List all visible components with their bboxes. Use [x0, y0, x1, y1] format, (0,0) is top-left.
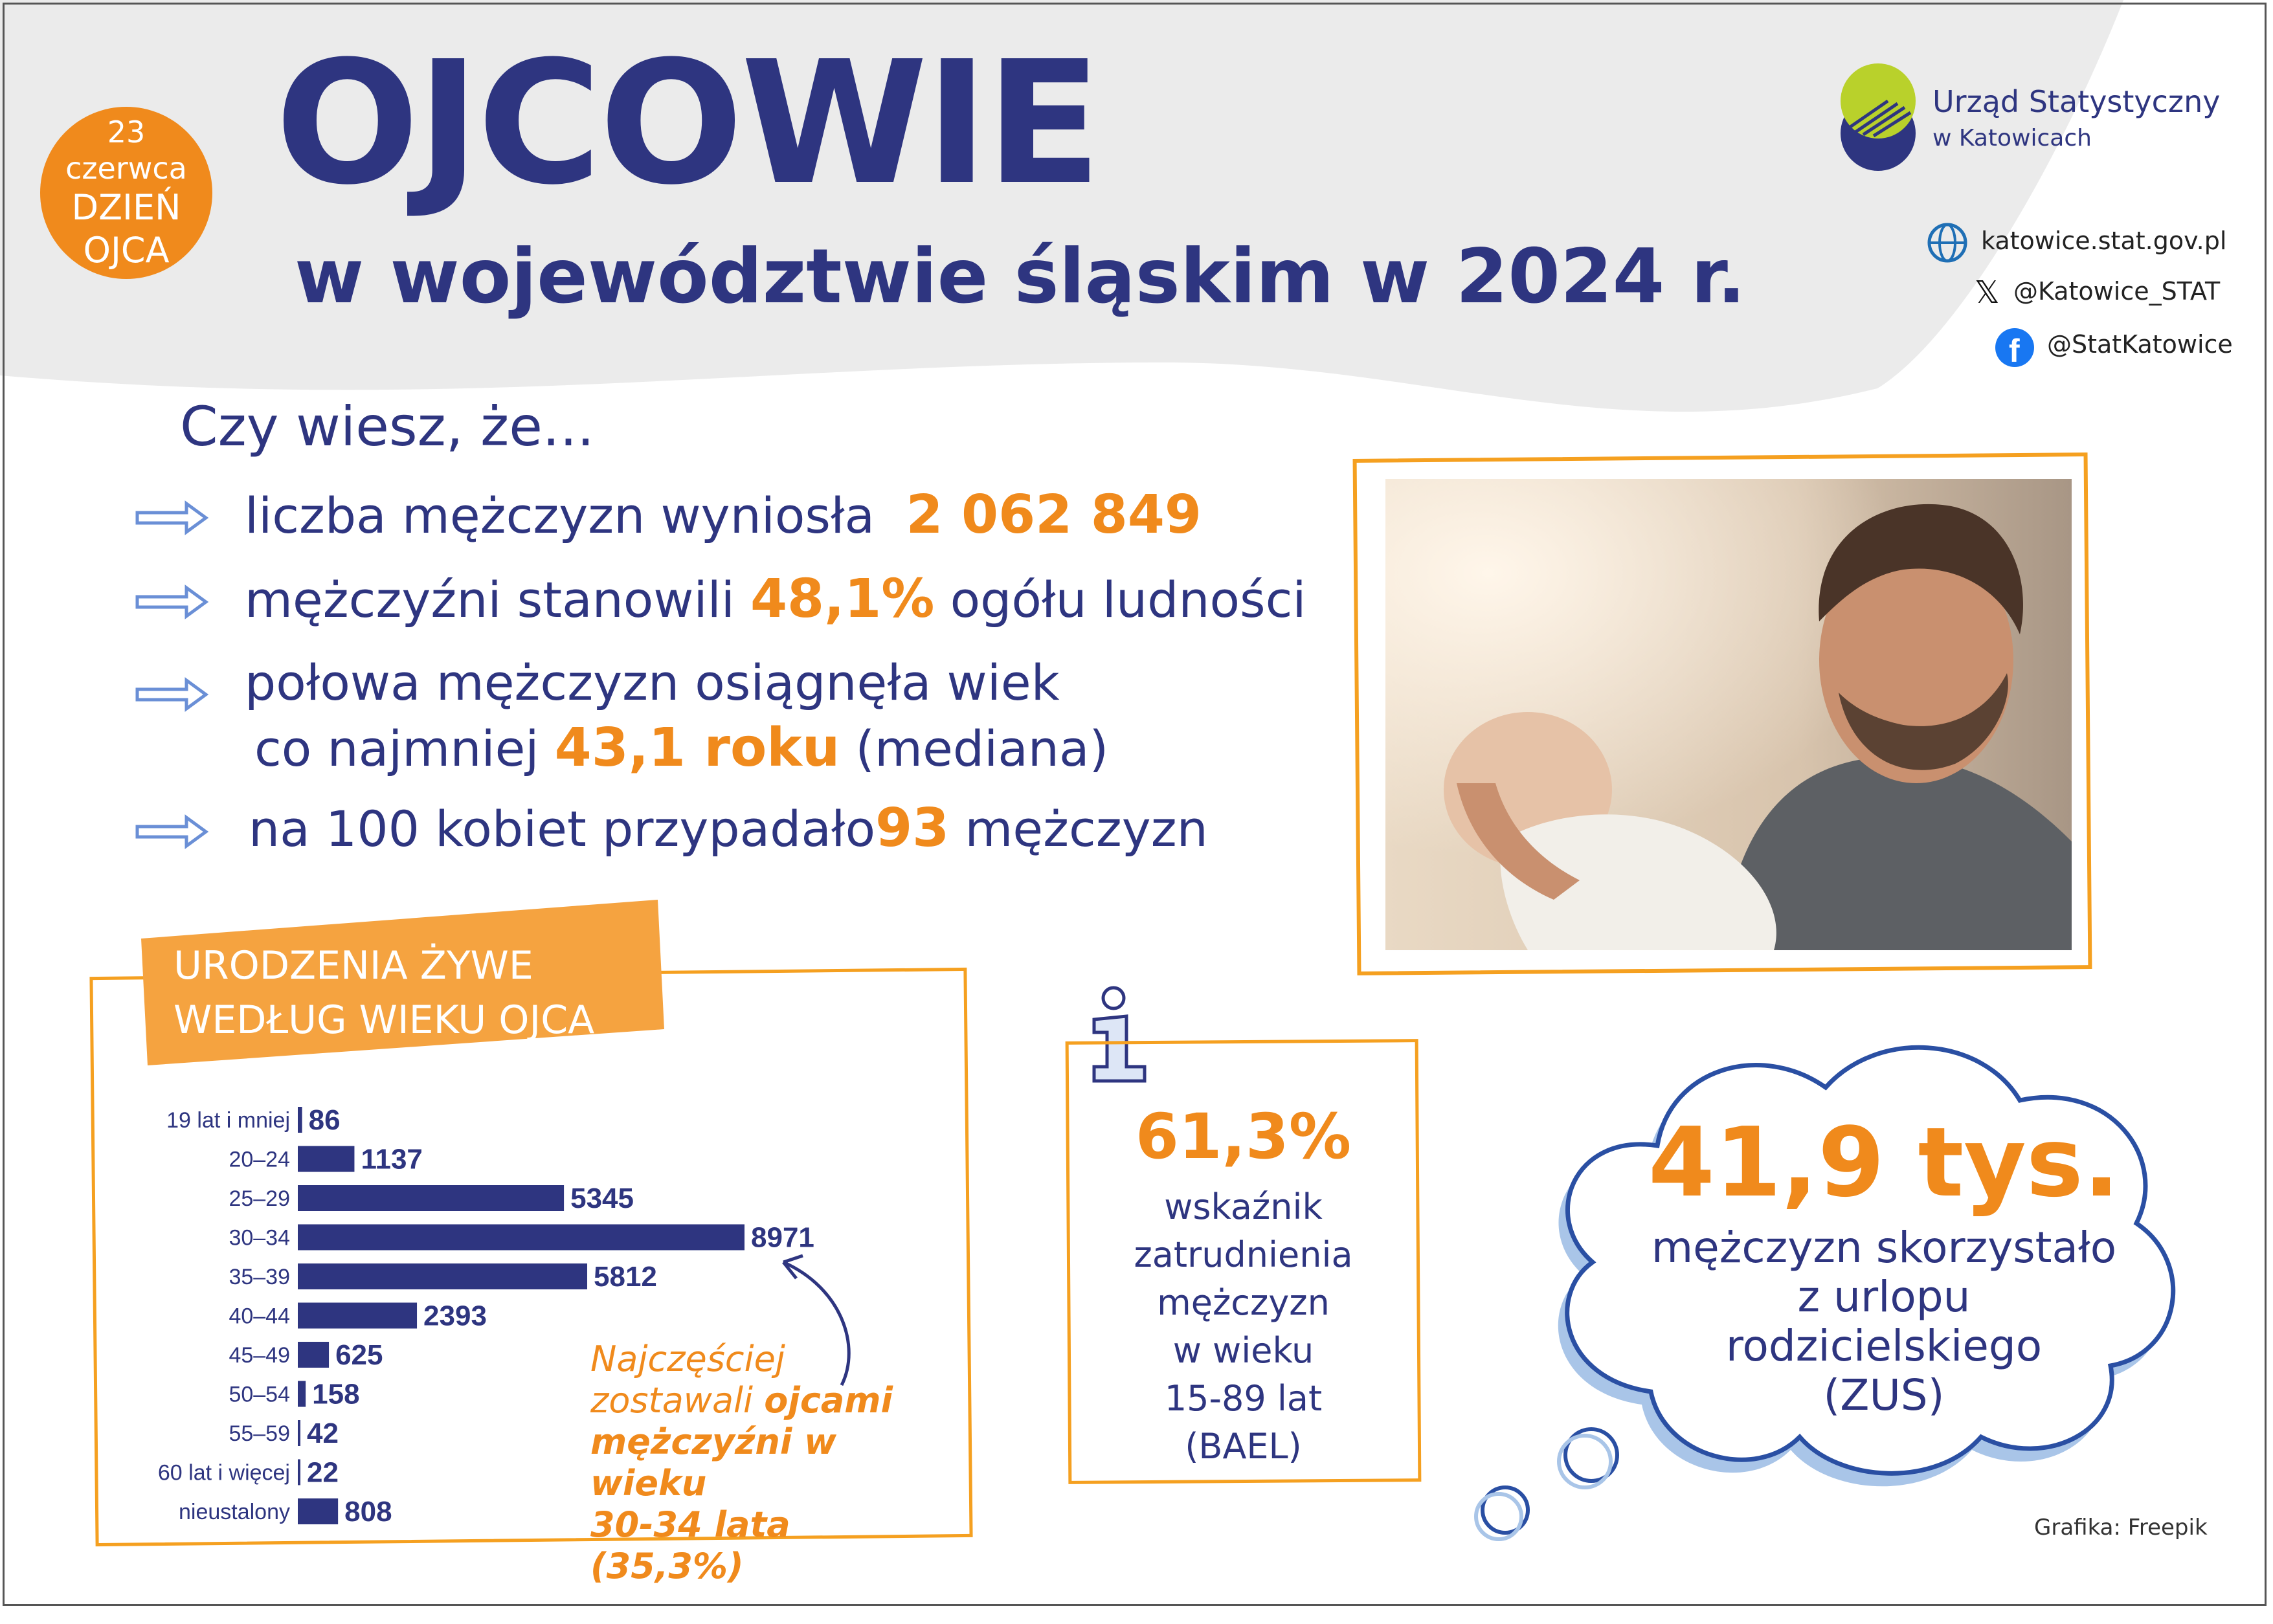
- cloud-line: rodzicielskiego: [1725, 1321, 2043, 1371]
- chart-title: [174, 939, 594, 1047]
- bar-category-label: 60 lat i więcej: [157, 1460, 290, 1485]
- parental-leave-value: 41,9 tys.: [1648, 1107, 2120, 1218]
- bar-value-label: 42: [307, 1418, 339, 1449]
- bar: [298, 1107, 302, 1133]
- fact-text: ogółu ludności: [950, 571, 1306, 628]
- bar-category-label: 20–24: [229, 1147, 290, 1172]
- fact-text: (mediana): [855, 720, 1109, 777]
- fact-text: mężczyźni stanowili: [245, 571, 735, 628]
- arrow-icon: [135, 498, 209, 537]
- bar: [298, 1146, 354, 1172]
- bar-category-label: 40–44: [229, 1304, 290, 1329]
- logo-name: Urząd Statystyczny: [1932, 84, 2221, 119]
- bar-category-label: 50–54: [229, 1382, 290, 1407]
- bar: [298, 1498, 338, 1524]
- bar-value-label: 5812: [594, 1261, 657, 1293]
- fact-value: 43,1 roku: [554, 717, 840, 779]
- annotation-line: zostawali: [590, 1380, 754, 1421]
- info-line: wskaźnik: [1164, 1186, 1323, 1227]
- globe-icon: [1926, 221, 1969, 264]
- logo-icon: [1836, 62, 1920, 172]
- fact-sex-ratio: [249, 797, 1208, 859]
- logo-city: w Katowicach: [1932, 125, 2092, 151]
- badge-label-2: OJCA: [83, 230, 170, 271]
- bar-category-label: 19 lat i mniej: [166, 1108, 290, 1133]
- bar-category-label: 30–34: [229, 1225, 290, 1251]
- fact-value: 2 062 849: [906, 484, 1202, 546]
- bar: [298, 1303, 417, 1329]
- badge-day: 23: [107, 115, 146, 150]
- info-line: w wieku: [1172, 1330, 1314, 1371]
- fact-value: 48,1%: [750, 568, 935, 630]
- bar-category-label: 25–29: [229, 1186, 290, 1211]
- annotation-bold: 30-34 lata (35,3%): [590, 1504, 790, 1586]
- badge-month: czerwca: [65, 151, 187, 186]
- chart-title-line1: URODZENIA ŻYWE: [174, 943, 533, 988]
- bar: [298, 1263, 587, 1289]
- x-handle-link[interactable]: @Katowice_STAT: [2013, 277, 2221, 306]
- photo-father-with-baby: [1385, 479, 2072, 950]
- fact-men-share: [245, 568, 1306, 630]
- bar-category-label: 55–59: [229, 1421, 290, 1446]
- info-line: mężczyzn: [1157, 1282, 1330, 1323]
- fact-text: liczba mężczyzn wyniosła: [245, 487, 875, 544]
- bar-value-label: 625: [335, 1339, 383, 1371]
- arrow-icon: [135, 675, 209, 714]
- bar-value-label: 2393: [423, 1300, 487, 1332]
- bar: [298, 1460, 300, 1485]
- bar: [298, 1225, 745, 1251]
- bar-value-label: 158: [312, 1378, 360, 1410]
- cloud-line: z urlopu: [1797, 1272, 1971, 1322]
- website-link[interactable]: katowice.stat.gov.pl: [1981, 227, 2227, 255]
- arrow-icon: [135, 583, 209, 621]
- facebook-handle-link[interactable]: @StatKatowice: [2047, 330, 2233, 359]
- bar-value-label: 86: [308, 1104, 341, 1136]
- annotation-bold: ojcami: [764, 1380, 893, 1421]
- bar: [298, 1381, 306, 1407]
- badge-label-1: DZIEŃ: [71, 187, 181, 228]
- chart-annotation: [590, 1339, 940, 1587]
- bar-category-label: nieustalony: [178, 1500, 290, 1524]
- fact-median-age-line2: [254, 717, 1108, 779]
- employment-rate-text: [1067, 1183, 1420, 1471]
- fact-text: na 100 kobiet przypadało: [249, 800, 876, 858]
- arrow-icon: [135, 812, 209, 851]
- parental-leave-text: [1593, 1223, 2175, 1420]
- bar-value-label: 808: [344, 1496, 392, 1528]
- bar: [298, 1420, 300, 1446]
- svg-text:f: f: [2009, 333, 2020, 368]
- employment-rate-value: 61,3%: [1135, 1100, 1352, 1173]
- date-badge: [40, 107, 212, 279]
- lead-question: Czy wiesz, że...: [180, 395, 595, 458]
- bar: [298, 1342, 329, 1368]
- annotation-bold: mężczyźni w wieku: [590, 1421, 837, 1504]
- page-subtitle: w województwie śląskim w 2024 r.: [295, 233, 1746, 320]
- info-line: zatrudnienia: [1134, 1234, 1353, 1275]
- fact-men-count: [245, 484, 1202, 546]
- cloud-line: (ZUS): [1823, 1370, 1945, 1420]
- facebook-icon: [1994, 327, 2035, 368]
- info-line: (BAEL): [1185, 1426, 1302, 1467]
- fact-median-age-line1: połowa mężczyzn osiągnęła wiek: [245, 654, 1060, 711]
- cloud-line: mężczyzn skorzystało: [1651, 1223, 2117, 1273]
- x-icon: 𝕏: [1975, 274, 2000, 311]
- annotation-line: Najczęściej: [590, 1339, 785, 1379]
- fact-text: co najmniej: [254, 720, 539, 777]
- chart-title-line2: WEDŁUG WIEKU OJCA: [174, 997, 595, 1043]
- fact-text: mężczyzn: [965, 800, 1208, 858]
- bar-value-label: 22: [307, 1456, 339, 1489]
- fact-value: 93: [875, 797, 950, 859]
- bar-value-label: 8971: [751, 1221, 814, 1254]
- image-credit: Grafika: Freepik: [2034, 1515, 2208, 1541]
- bar-category-label: 45–49: [229, 1343, 290, 1368]
- bar-value-label: 5345: [570, 1183, 634, 1214]
- bar-category-label: 35–39: [229, 1265, 290, 1289]
- info-line: 15-89 lat: [1164, 1378, 1323, 1419]
- bar: [298, 1185, 564, 1211]
- page-title: OJCOWIE: [275, 25, 1099, 222]
- bar-value-label: 1137: [361, 1143, 423, 1175]
